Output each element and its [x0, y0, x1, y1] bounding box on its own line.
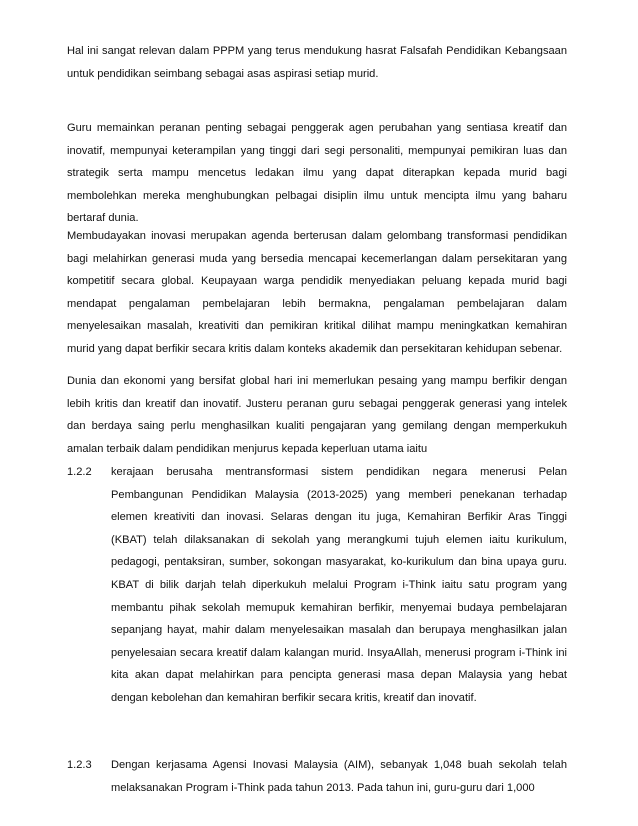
- list-item-1-2-3: [67, 754, 567, 799]
- paragraph-peranan-guru: Guru memainkan peranan penting sebagai penggerak agen perubahan yang sentiasa kreatif dan inovatif, mempunyai keterampilan yang tinggi dari segi personaliti, mempunyai pemikiran luas dan strategik serta mampu mencetus ledakan ilmu yang dapat diterapkan kepada murid bagi membolehkan mereka menghubungkan pelbagai disiplin ilmu untuk mencipta ilmu yang baharu bertaraf dunia.: [67, 122, 567, 225]
- paragraph-ekonomi-global: Dunia dan ekonomi yang bersifat global hari ini memerlukan pesaing yang mampu berfikir dengan lebih kritis dan kreatif dan inovatif. Justeru peranan guru sebagai penggerak generasi yang intelek dan berdaya saing perlu menghasilkan kualiti pengajaran yang gemilang dengan memperkukuh amalan terbaik dalam pendidikan menjurus kepada keperluan utama iaitu: [67, 375, 567, 455]
- list-item-text: kerajaan berusaha mentransformasi sistem pendidikan negara menerusi Pelan Pembangunan Pendidikan Malaysia (2013-2025) yang memberi penekanan terhadap elemen kreativiti dan inovasi. Selaras dengan itu juga, Kemahiran Berfikir Aras Tinggi (KBAT) telah dilaksanakan di sekolah yang merangkumi tujuh elemen iaitu kurikulum, pedagogi, pentaksiran, sumber, sokongan masyarakat, ko-kurikulum dan bina upaya guru. KBAT di bilik darjah telah diperkukuh melalui Program i-Think iaitu satu program yang membantu pihak sekolah memupuk kemahiran berfikir, menyemai budaya pembelajaran sepanjang hayat, mahir dalam menyelesaikan masalah dan berupaya menghasilkan jalan penyelesaian secara kreatif dalam kalangan murid. InsyaAllah, menerusi program i-Think ini kita akan dapat melahirkan para pencipta generasi masa depan Malaysia yang hebat dengan kebolehan dan kemahiran berfikir secara kritis, kreatif dan inovatif.: [111, 466, 567, 704]
- paragraph-inovasi: Membudayakan inovasi merupakan agenda berterusan dalam gelombang transformasi pendidikan bagi melahirkan generasi muda yang bersedia mencapai kecemerlangan dalam persekitaran yang kompetitif secara global. Keupayaan warga pendidik menyediakan peluang kepada murid bagi mendapat pengalaman pembelajaran lebih bermakna, pengalaman pembelajaran dalam menyelesaikan masalah, kreativiti dan pemikiran kritikal dilihat mampu meningkatkan kemahiran murid yang dapat berfikir secara kritis dalam konteks akademik dan persekitaran kehidupan sebenar.: [67, 230, 567, 355]
- list-item-text: Dengan kerjasama Agensi Inovasi Malaysia (AIM), sebanyak 1,048 buah sekolah telah melaksanakan Program i-Think pada tahun 2013. Pada tahun ini, guru-guru dari 1,000: [111, 759, 567, 794]
- list-item-1-2-2: [67, 461, 567, 710]
- list-item-number: 1.2.3: [67, 759, 92, 771]
- paragraph-falsafah: Hal ini sangat relevan dalam PPPM yang terus mendukung hasrat Falsafah Pendidikan Kebangsaan untuk pendidikan seimbang sebagai asas aspirasi setiap murid.: [67, 45, 567, 80]
- list-item-number: 1.2.2: [67, 466, 92, 478]
